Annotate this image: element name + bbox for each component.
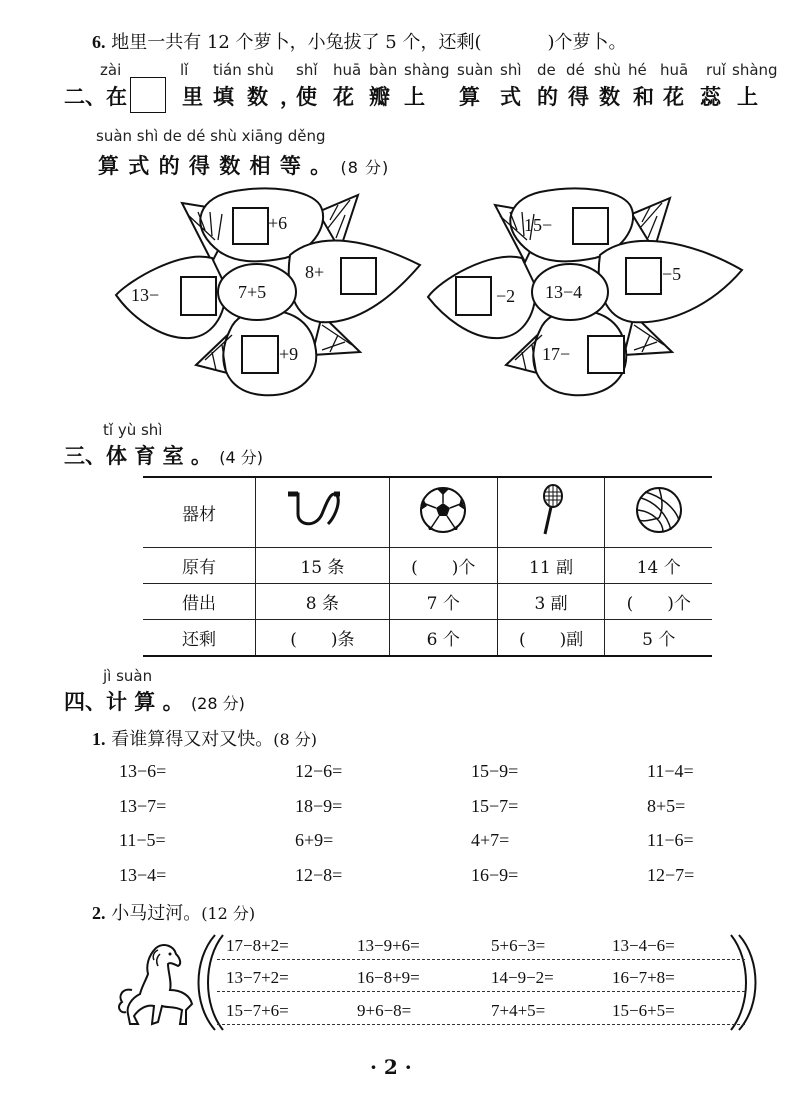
river-problem[interactable]: 7+4+5= <box>491 1001 546 1020</box>
calc-problem[interactable]: 12−6= <box>295 761 343 781</box>
calc-problem[interactable]: 16−9= <box>471 865 519 885</box>
calc-problem[interactable]: 13−6= <box>119 761 167 781</box>
heading-char: 得 <box>568 85 589 109</box>
pinyin-syllable: hé <box>628 61 647 79</box>
section2-pinyin-line2: suàn shì de dé shù xiāng děng <box>96 127 326 145</box>
table-row: 原有 15 条 ( )个 11 副 14 个 <box>143 548 712 584</box>
pinyin-syllable: huā <box>660 61 689 79</box>
section4-title: 四、计 算 。 (28 分) <box>64 690 245 714</box>
pinyin-syllable: shù <box>247 61 274 79</box>
answer-box[interactable] <box>572 207 609 245</box>
pinyin-syllable: de <box>537 61 556 79</box>
volleyball-icon <box>605 477 712 548</box>
river-problem[interactable]: 13−4−6= <box>612 936 675 955</box>
river-problem[interactable]: 17−8+2= <box>226 936 289 955</box>
river-line <box>217 1024 745 1025</box>
answer-box[interactable] <box>180 276 217 316</box>
answer-box[interactable] <box>232 207 269 245</box>
horse-icon <box>112 940 202 1030</box>
river-problem[interactable]: 16−7+8= <box>612 968 675 987</box>
calc-problem[interactable]: 15−7= <box>471 796 519 816</box>
calc-problem[interactable]: 11−6= <box>647 830 694 850</box>
pinyin-syllable: ruǐ <box>706 61 726 79</box>
heading-char: 花 <box>663 85 684 109</box>
heading-char: 瓣 <box>369 85 390 109</box>
section3-title: 三、体 育 室 。 (4 分) <box>64 444 264 468</box>
heading-char: 上 <box>404 85 425 109</box>
jump-rope-icon <box>256 477 390 548</box>
heading-char: 填 <box>213 85 234 109</box>
section3-pinyin: tǐ yù shì <box>103 421 163 439</box>
river-problem[interactable]: 16−8+9= <box>357 968 420 987</box>
pinyin-syllable: zài <box>100 61 122 79</box>
calc-problem[interactable]: 4+7= <box>471 830 510 850</box>
river-problem[interactable]: 14−9−2= <box>491 968 554 987</box>
calc-problem[interactable]: 12−7= <box>647 865 695 885</box>
calc-problem[interactable]: 11−4= <box>647 761 694 781</box>
heading-char: 数 <box>247 85 268 109</box>
heading-char: 使 <box>296 85 317 109</box>
river-problem[interactable]: 9+6−8= <box>357 1001 412 1020</box>
pinyin-syllable: huā <box>333 61 362 79</box>
pinyin-syllable: dé <box>566 61 585 79</box>
calc-problem[interactable]: 15−9= <box>471 761 519 781</box>
calc-problem[interactable]: 11−5= <box>119 830 166 850</box>
pinyin-syllable: shàng <box>404 61 450 79</box>
heading-char: 里 <box>182 85 203 109</box>
heading-char: 上 <box>737 85 758 109</box>
pinyin-syllable: shǐ <box>296 61 318 79</box>
river-problem[interactable]: 13−9+6= <box>357 936 420 955</box>
pinyin-syllable: suàn <box>457 61 494 79</box>
part1-title: 1. 看谁算得又对又快。(8 分) <box>92 729 317 750</box>
heading-char: 花 <box>333 85 354 109</box>
table-row: 借出 8 条 7 个 3 副 ( )个 <box>143 584 712 620</box>
calc-problem[interactable]: 18−9= <box>295 796 343 816</box>
heading-char: 算 <box>459 85 480 109</box>
heading-char: 数 <box>599 85 620 109</box>
badminton-racket-icon <box>497 477 605 548</box>
pinyin-syllable: tián <box>213 61 242 79</box>
river-line <box>217 991 745 992</box>
calc-problem[interactable]: 6+9= <box>295 830 334 850</box>
heading-char: 的 <box>537 85 558 109</box>
answer-box[interactable] <box>340 257 377 295</box>
flower-1-drawing <box>0 0 800 420</box>
heading-char: ， <box>280 85 301 109</box>
calc-problem[interactable]: 13−4= <box>119 865 167 885</box>
table-header: 器材 <box>143 477 256 548</box>
pinyin-syllable: shì <box>500 61 522 79</box>
page-number: · 2 · <box>370 1055 412 1079</box>
table-row: 还剩 ( )条 6 个 ( )副 5 个 <box>143 620 712 657</box>
river-problem[interactable]: 13−7+2= <box>226 968 289 987</box>
section2-heading-line2: 算 式 的 得 数 相 等 。 (8 分) <box>98 154 390 178</box>
question-6: 6. 地里一共有 12 个萝卜，小兔拔了 5 个，还剩( )个萝卜。 <box>92 32 627 53</box>
heading-char: 蕊 <box>700 85 721 109</box>
pinyin-syllable: shàng <box>732 61 778 79</box>
answer-box[interactable] <box>455 276 492 316</box>
river-line <box>217 959 745 960</box>
calc-problem[interactable]: 12−8= <box>295 865 343 885</box>
answer-box[interactable] <box>625 257 662 295</box>
heading-char: 式 <box>500 85 521 109</box>
equipment-table <box>143 476 712 657</box>
pinyin-syllable: shù <box>594 61 621 79</box>
pinyin-syllable: lǐ <box>180 61 189 79</box>
calc-problem[interactable]: 8+5= <box>647 796 686 816</box>
river-problem[interactable]: 15−7+6= <box>226 1001 289 1020</box>
calc-problem[interactable]: 13−7= <box>119 796 167 816</box>
soccer-ball-icon <box>389 477 497 548</box>
part2-title: 2. 小马过河。(12 分) <box>92 903 256 924</box>
section4-pinyin: jì suàn <box>103 667 153 685</box>
river-problem[interactable]: 5+6−3= <box>491 936 546 955</box>
pinyin-syllable: bàn <box>369 61 398 79</box>
section2-prefix: 二、在 <box>64 85 127 109</box>
answer-box[interactable] <box>587 335 625 374</box>
river-problem[interactable]: 15−6+5= <box>612 1001 675 1020</box>
heading-char: 和 <box>633 85 654 109</box>
answer-box[interactable] <box>241 335 279 374</box>
